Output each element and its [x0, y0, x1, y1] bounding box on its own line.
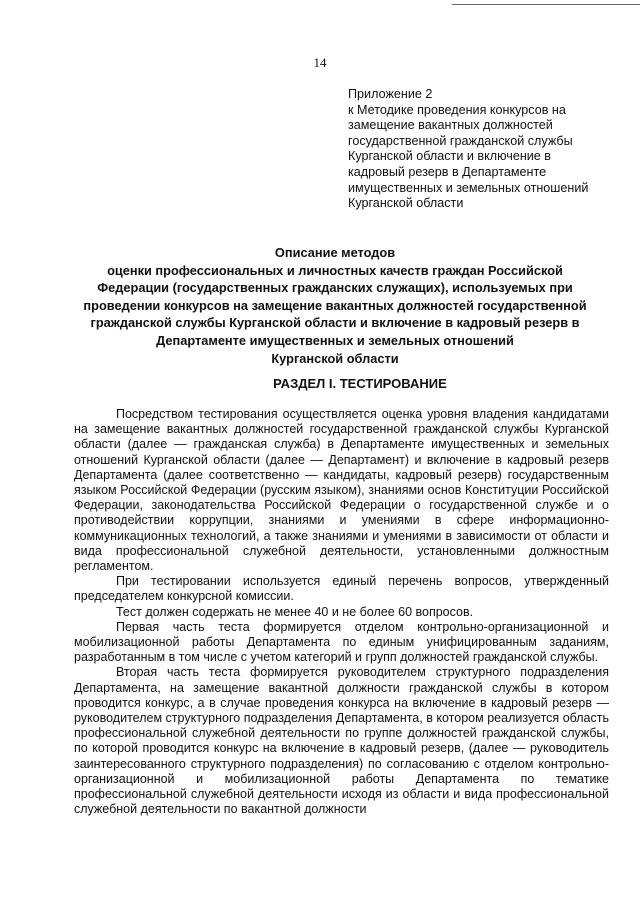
- paragraph: Вторая часть теста формируется руководителем структурного подразделения Департамента, на замещение вакантной должности гражданской службы в котором проводится конкурс, а в случае проведения конкурса на включение в кадровый резерв — руководителем структурного подразделения Департамента, в котором реализуется область профессиональной служебной деятельности по группе должностей гражданской службы, по которой проводится конкурс на включение в кадровый резерв, (далее — руководитель заинтересованного структурного подразделения) по согласованию с отделом контрольно-организационной и мобилизационной работы Департамента по тематике профессиональной служебной деятельности исходя из области и вида профессиональной служебной деятельности по вакантной должности: [74, 665, 609, 817]
- title-line: Курганской области: [271, 350, 399, 366]
- title-line: гражданской службы Курганской области и включение в кадровый резерв в: [90, 315, 580, 331]
- paragraph: Первая часть теста формируется отделом контрольно-организационной и мобилизационной работы Департамента по единым унифицированным заданиям, разработанным в том числе с учетом категорий и групп должностей гражданской службы.: [74, 619, 609, 665]
- appendix-line: Курганской области и включение в: [348, 149, 551, 164]
- paragraph: При тестировании используется единый перечень вопросов, утвержденный председателем конкурсной комиссии.: [74, 574, 609, 604]
- document-title: [70, 244, 600, 367]
- paragraph: Тест должен содержать не менее 40 и не более 60 вопросов.: [116, 604, 474, 619]
- appendix-line: замещение вакантных должностей: [348, 118, 553, 133]
- appendix-note: [348, 87, 633, 212]
- body-text: [74, 407, 609, 817]
- appendix-line: имущественных и земельных отношений: [348, 180, 589, 195]
- appendix-line: Приложение 2: [348, 87, 433, 101]
- appendix-line: Курганской области: [348, 196, 464, 211]
- page-number: 14: [313, 55, 327, 70]
- header-rule: [452, 4, 640, 5]
- title-line: проведении конкурсов на замещение вакантных должностей государственной: [83, 297, 587, 313]
- paragraph: Посредством тестирования осуществляется оценка уровня владения кандидатами на замещение вакантных должностей государственной гражданской службы Курганской области (далее — гражданская служба) в Департаменте имущественных и земельных отношений Курганской области (далее — Департамент) и включение в кадровый резерв Департамента (далее соответственно — кандидаты, кадровый резерв) государственным языком Российской Федерации (русским языком), знаниями основ Конституции Российской Федерации, законодательства Российской Федерации о государственной службе и о противодействии коррупции, знаниями и умениями в сфере информационно-коммуникационных технологий, а также знаниями и умениями в зависимости от области и вида профессиональной служебной деятельности, установленными должностным регламентом.: [74, 407, 609, 574]
- section-heading: РАЗДЕЛ I. ТЕСТИРОВАНИЕ: [273, 376, 447, 391]
- title-line: оценки профессиональных и личностных качеств граждан Российской: [107, 262, 563, 278]
- title-line: Федерации (государственных гражданских служащих), используемых при: [97, 280, 573, 296]
- appendix-line: кадровый резерв в Департаменте: [348, 164, 547, 179]
- appendix-line: к Методике проведения конкурсов на: [348, 102, 566, 117]
- title-line: Департаменте имущественных и земельных отношений: [156, 332, 514, 348]
- title-line: Описание методов: [274, 245, 396, 260]
- appendix-line: государственной гражданской службы: [348, 133, 573, 148]
